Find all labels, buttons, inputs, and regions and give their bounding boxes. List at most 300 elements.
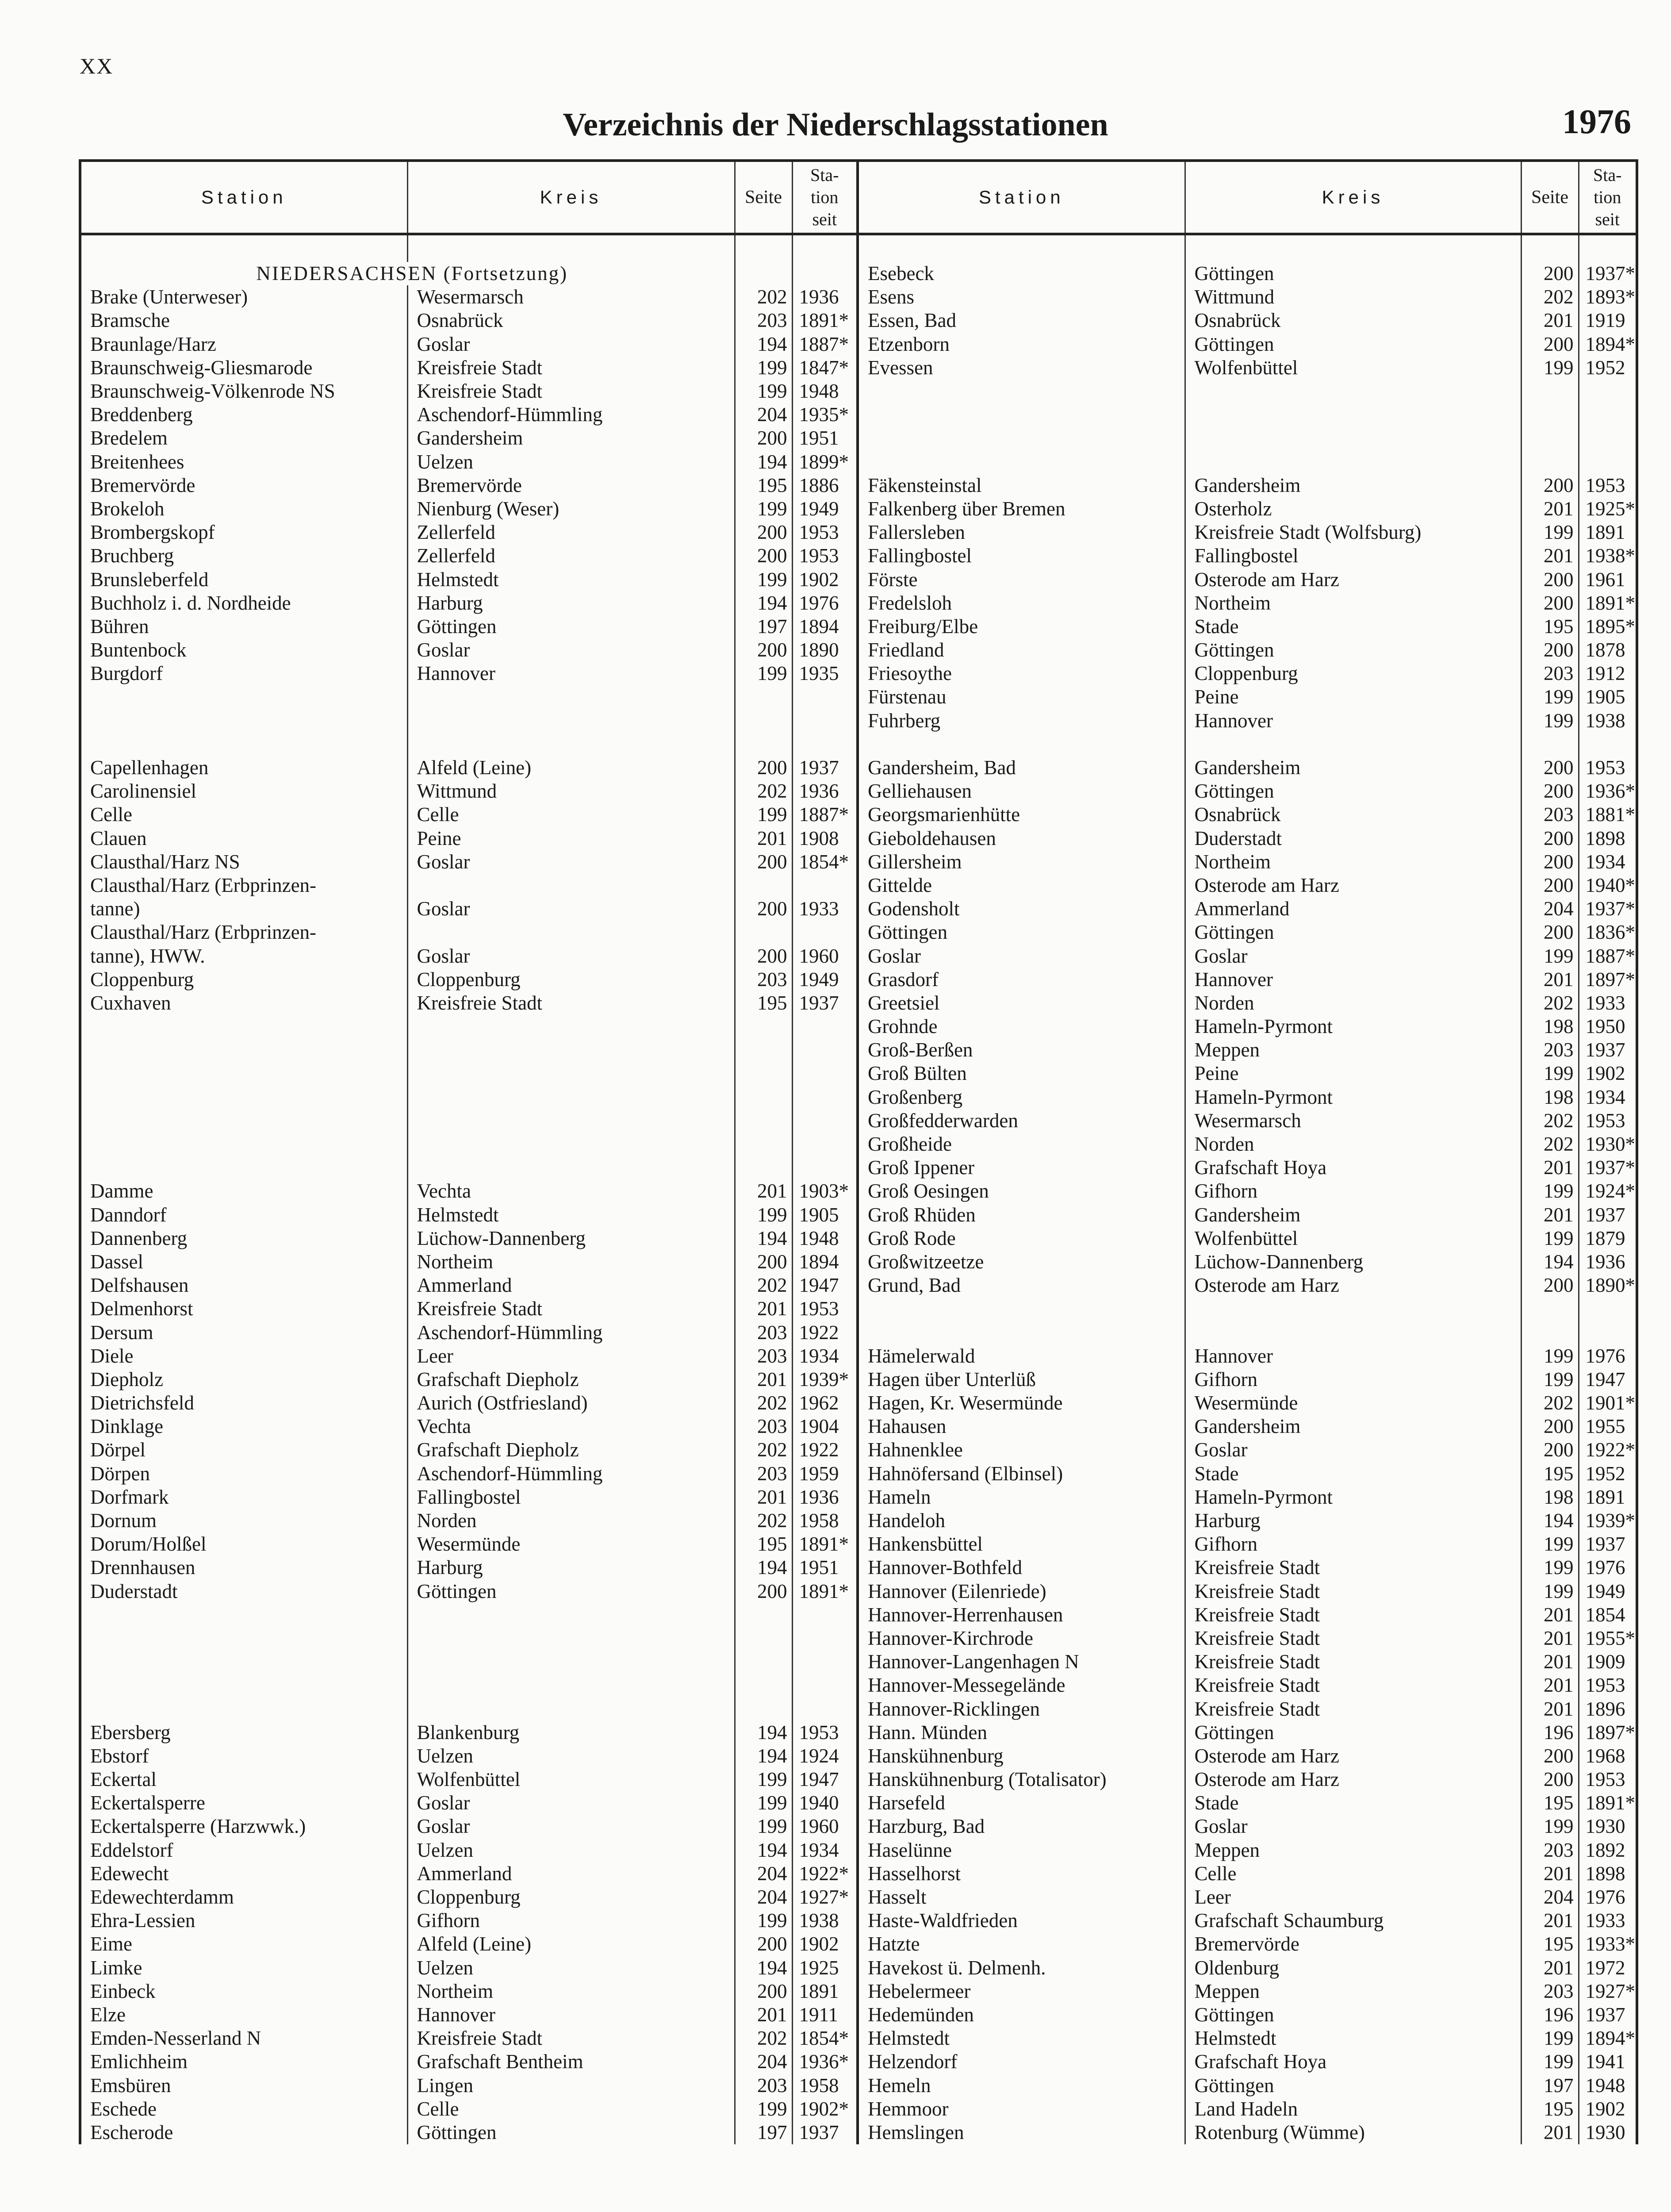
station-seit-value: 1938* xyxy=(1579,544,1637,568)
station-name: Diepholz xyxy=(80,1368,407,1391)
station-seit-value: 1922* xyxy=(1579,1438,1637,1462)
table-row xyxy=(80,333,1637,356)
kreis-name: Uelzen xyxy=(407,450,735,474)
kreis-name: Wolfenbüttel xyxy=(1185,1227,1521,1250)
seite-value: 200 xyxy=(735,1250,792,1274)
kreis-name: Hameln-Pyrmont xyxy=(1185,1486,1521,1509)
table-row xyxy=(80,1133,1637,1156)
seite-value: 199 xyxy=(735,1791,792,1815)
seite-value: 199 xyxy=(1521,1532,1579,1556)
kreis-name: Harburg xyxy=(407,591,735,615)
station-name xyxy=(858,1321,1185,1344)
kreis-name: Cloppenburg xyxy=(1185,662,1521,685)
station-name: Braunschweig-Völkenrode NS xyxy=(80,380,407,403)
kreis-name xyxy=(407,685,735,709)
table-row xyxy=(80,591,1637,615)
kreis-name: Grafschaft Bentheim xyxy=(407,2050,735,2074)
seite-value xyxy=(1521,403,1579,426)
station-name: Bruchberg xyxy=(80,544,407,568)
kreis-name xyxy=(407,1650,735,1674)
station-seit-value: 1924* xyxy=(1579,1179,1637,1203)
station-name: Hämelerwald xyxy=(858,1344,1185,1368)
table-row xyxy=(80,521,1637,544)
station-name: Clausthal/Harz (Erbprinzen- xyxy=(80,921,407,944)
seite-value: 200 xyxy=(735,638,792,662)
station-seit-value: 1879 xyxy=(1579,1227,1637,1250)
seite-value: 195 xyxy=(735,474,792,497)
kreis-name: Celle xyxy=(407,803,735,826)
station-seit-value xyxy=(1579,1321,1637,1344)
table-row xyxy=(80,991,1637,1015)
station-seit-value: 1949 xyxy=(792,968,858,991)
station-seit-value: 1937 xyxy=(1579,1532,1637,1556)
table-row xyxy=(80,2121,1637,2144)
kreis-name: Nienburg (Weser) xyxy=(407,497,735,521)
station-seit-value: 1898 xyxy=(1579,1862,1637,1886)
station-seit-value xyxy=(792,1015,858,1038)
table-row xyxy=(80,756,1637,780)
station-name: Grohnde xyxy=(858,1015,1185,1038)
kreis-name: Osnabrück xyxy=(1185,803,1521,826)
station-name xyxy=(80,1015,407,1038)
station-seit-value: 1886 xyxy=(792,474,858,497)
station-name: Ebstorf xyxy=(80,1744,407,1768)
station-name: Breddenberg xyxy=(80,403,407,426)
station-name xyxy=(858,380,1185,403)
station-seit-value: 1937 xyxy=(1579,1203,1637,1227)
station-seit-value: 1941 xyxy=(1579,2050,1637,2074)
station-name: Hagen über Unterlüß xyxy=(858,1368,1185,1391)
seite-value: 201 xyxy=(1521,968,1579,991)
table-row xyxy=(80,2074,1637,2097)
station-name: Delfshausen xyxy=(80,1274,407,1297)
station-seit-value: 1911 xyxy=(792,2003,858,2027)
seite-value: 204 xyxy=(735,1862,792,1886)
seite-value: 201 xyxy=(1521,1627,1579,1650)
station-seit-value: 1908 xyxy=(792,827,858,850)
seite-value: 200 xyxy=(1521,262,1579,285)
seite-value: 202 xyxy=(735,1438,792,1462)
seite-value: 203 xyxy=(735,968,792,991)
seite-value xyxy=(735,1650,792,1674)
station-name: Essen, Bad xyxy=(858,309,1185,332)
station-seit-value: 1905 xyxy=(1579,685,1637,709)
station-seit-value: 1937* xyxy=(1579,1156,1637,1179)
station-seit-value xyxy=(792,262,858,285)
kreis-name: Celle xyxy=(407,2097,735,2121)
station-name: Edewecht xyxy=(80,1862,407,1886)
station-name: Helmstedt xyxy=(858,2027,1185,2050)
station-name: Hannover-Langenhagen N xyxy=(858,1650,1185,1674)
station-name: Fallingbostel xyxy=(858,544,1185,568)
seite-value xyxy=(735,1015,792,1038)
seite-value: 194 xyxy=(735,591,792,615)
seite-value: 195 xyxy=(1521,1791,1579,1815)
seite-value: 197 xyxy=(735,2121,792,2144)
seite-value: 201 xyxy=(1521,544,1579,568)
column-header-station-right: Station xyxy=(858,161,1185,234)
station-name: Großwitzeetze xyxy=(858,1250,1185,1274)
station-seit-value xyxy=(792,1109,858,1133)
station-name: Hanskühnenburg (Totalisator) xyxy=(858,1768,1185,1791)
kreis-name: Kreisfreie Stadt (Wolfsburg) xyxy=(1185,521,1521,544)
page-number: XX xyxy=(80,54,114,78)
seite-value: 199 xyxy=(735,356,792,380)
station-name: Friesoythe xyxy=(858,662,1185,685)
table-row xyxy=(80,1744,1637,1768)
seite-value: 201 xyxy=(1521,1203,1579,1227)
station-name: Eddelstorf xyxy=(80,1839,407,1862)
station-seit-value: 1887* xyxy=(1579,944,1637,968)
kreis-name xyxy=(407,921,735,944)
seite-value: 201 xyxy=(735,827,792,850)
station-name: Groß Bülten xyxy=(858,1062,1185,1085)
table-row xyxy=(80,709,1637,733)
station-seit-value xyxy=(1579,450,1637,474)
kreis-name: Goslar xyxy=(407,897,735,921)
kreis-name: Gifhorn xyxy=(1185,1532,1521,1556)
kreis-name xyxy=(1185,1321,1521,1344)
station-name: Etzenborn xyxy=(858,333,1185,356)
seite-value: 200 xyxy=(1521,827,1579,850)
seite-value: 196 xyxy=(1521,2003,1579,2027)
table-row xyxy=(80,685,1637,709)
station-name xyxy=(80,733,407,756)
kreis-name xyxy=(1185,1297,1521,1321)
kreis-name: Göttingen xyxy=(407,2121,735,2144)
seite-value: 196 xyxy=(1521,1721,1579,1744)
seite-value: 200 xyxy=(735,544,792,568)
station-name: Bramsche xyxy=(80,309,407,332)
seite-value: 199 xyxy=(735,568,792,591)
table-row xyxy=(80,1580,1637,1603)
kreis-name: Göttingen xyxy=(1185,2003,1521,2027)
seite-value: 200 xyxy=(735,756,792,780)
station-seit-value xyxy=(792,1038,858,1062)
station-seit-value: 1933 xyxy=(792,897,858,921)
station-seit-value: 1937 xyxy=(792,991,858,1015)
table-row xyxy=(80,1297,1637,1321)
seite-value: 200 xyxy=(1521,638,1579,662)
station-name: Capellenhagen xyxy=(80,756,407,780)
station-name: Dannenberg xyxy=(80,1227,407,1250)
station-name xyxy=(858,403,1185,426)
station-seit-value: 1955* xyxy=(1579,1627,1637,1650)
station-name: Eckertalsperre xyxy=(80,1791,407,1815)
station-name: Hanskühnenburg xyxy=(858,1744,1185,1768)
seite-value: 200 xyxy=(1521,780,1579,803)
seite-value: 204 xyxy=(1521,1886,1579,1909)
kreis-name: Hameln-Pyrmont xyxy=(1185,1015,1521,1038)
kreis-name: Gandersheim xyxy=(1185,474,1521,497)
table-row xyxy=(80,1086,1637,1109)
seite-value: 199 xyxy=(735,1768,792,1791)
station-seit-value: 1951 xyxy=(792,426,858,450)
seite-value: 201 xyxy=(1521,1674,1579,1697)
seite-value: 199 xyxy=(1521,709,1579,733)
kreis-name xyxy=(407,1627,735,1650)
station-seit-value: 1958 xyxy=(792,2074,858,2097)
seite-value: 203 xyxy=(735,2074,792,2097)
seite-value: 194 xyxy=(735,1956,792,1980)
station-seit-value: 1891 xyxy=(792,1980,858,2003)
kreis-name: Stade xyxy=(1185,1791,1521,1815)
kreis-name: Duderstadt xyxy=(1185,827,1521,850)
station-name: Hannover-Herrenhausen xyxy=(858,1603,1185,1627)
seite-value: 203 xyxy=(735,1344,792,1368)
table-row xyxy=(80,1886,1637,1909)
kreis-name: Meppen xyxy=(1185,1038,1521,1062)
station-seit-value: 1930 xyxy=(1579,1815,1637,1838)
station-name: Hemeln xyxy=(858,2074,1185,2097)
kreis-name: Gifhorn xyxy=(1185,1368,1521,1391)
seite-value: 203 xyxy=(735,1462,792,1486)
station-name: Eschede xyxy=(80,2097,407,2121)
kreis-name xyxy=(1185,426,1521,450)
kreis-name: Northeim xyxy=(407,1250,735,1274)
kreis-name: Aschendorf-Hümmling xyxy=(407,403,735,426)
station-name: Cloppenburg xyxy=(80,968,407,991)
station-seit-value: 1937 xyxy=(792,756,858,780)
table-row xyxy=(80,1015,1637,1038)
station-name: Gandersheim, Bad xyxy=(858,756,1185,780)
kreis-name: Helmstedt xyxy=(1185,2027,1521,2050)
station-seit-value xyxy=(792,921,858,944)
kreis-name: Göttingen xyxy=(407,615,735,638)
seite-value xyxy=(735,921,792,944)
kreis-name: Helmstedt xyxy=(407,1203,735,1227)
station-name: Esens xyxy=(858,285,1185,309)
station-seit-value: 1937 xyxy=(792,2121,858,2144)
station-name: Groß Rode xyxy=(858,1227,1185,1250)
station-name: Harzburg, Bad xyxy=(858,1815,1185,1838)
kreis-name: Fallingbostel xyxy=(1185,544,1521,568)
kreis-name: Hannover xyxy=(407,2003,735,2027)
station-seit-value: 1960 xyxy=(792,1815,858,1838)
station-name: Clauen xyxy=(80,827,407,850)
table-row xyxy=(80,285,1637,309)
station-seit-value: 1892 xyxy=(1579,1839,1637,1862)
station-seit-value: 1902 xyxy=(792,1932,858,1956)
kreis-name: Kreisfreie Stadt xyxy=(407,991,735,1015)
station-name: Escherode xyxy=(80,2121,407,2144)
seite-value: 200 xyxy=(1521,874,1579,897)
station-name: Diele xyxy=(80,1344,407,1368)
station-name: Hannover (Eilenriede) xyxy=(858,1580,1185,1603)
station-seit-value: 1953 xyxy=(792,1721,858,1744)
station-seit-value: 1937* xyxy=(1579,897,1637,921)
kreis-name: Lüchow-Dannenberg xyxy=(407,1227,735,1250)
table-row xyxy=(80,380,1637,403)
seite-value: 200 xyxy=(1521,591,1579,615)
seite-value: 200 xyxy=(1521,1768,1579,1791)
year-label: 1976 xyxy=(1562,102,1631,141)
station-name: tanne), HWW. xyxy=(80,944,407,968)
station-name: Haste-Waldfrieden xyxy=(858,1909,1185,1932)
station-seit-value xyxy=(1579,733,1637,756)
kreis-name: Lüchow-Dannenberg xyxy=(1185,1250,1521,1274)
kreis-name xyxy=(1185,380,1521,403)
kreis-name xyxy=(407,1603,735,1627)
seite-value: 195 xyxy=(735,991,792,1015)
station-name: Hahnenklee xyxy=(858,1438,1185,1462)
station-seit-value: 1933* xyxy=(1579,1932,1637,1956)
station-name: Gieboldehausen xyxy=(858,827,1185,850)
kreis-name: Kreisfreie Stadt xyxy=(407,2027,735,2050)
table-row xyxy=(80,1697,1637,1720)
station-seit-value: 1947 xyxy=(1579,1368,1637,1391)
kreis-name: Wittmund xyxy=(407,780,735,803)
station-seit-value: 1936 xyxy=(792,285,858,309)
station-name: Danndorf xyxy=(80,1203,407,1227)
kreis-name: Wittmund xyxy=(1185,285,1521,309)
station-seit-value: 1952 xyxy=(1579,1462,1637,1486)
kreis-name: Bremervörde xyxy=(407,474,735,497)
station-seit-value: 1976 xyxy=(1579,1344,1637,1368)
kreis-name: Hannover xyxy=(407,662,735,685)
station-name: Hedemünden xyxy=(858,2003,1185,2027)
seite-value: 194 xyxy=(735,1227,792,1250)
station-name: Braunschweig-Gliesmarode xyxy=(80,356,407,380)
kreis-name xyxy=(407,1086,735,1109)
station-seit-value: 1947 xyxy=(792,1274,858,1297)
kreis-name: Kreisfreie Stadt xyxy=(1185,1674,1521,1697)
station-seit-value: 1949 xyxy=(1579,1580,1637,1603)
station-seit-value: 1896 xyxy=(1579,1697,1637,1720)
station-name: Hahausen xyxy=(858,1415,1185,1438)
station-seit-value xyxy=(792,1133,858,1156)
kreis-name: Celle xyxy=(1185,1862,1521,1886)
station-seit-value: 1937* xyxy=(1579,262,1637,285)
table-row xyxy=(80,1250,1637,1274)
seite-value: 200 xyxy=(735,944,792,968)
station-seit-value: 1925* xyxy=(1579,497,1637,521)
table-row xyxy=(80,2003,1637,2027)
seite-value: 199 xyxy=(1521,1227,1579,1250)
station-seit-value: 1976 xyxy=(1579,1556,1637,1579)
header-seit-line2-right: tion xyxy=(1594,187,1621,207)
station-name: Bremervörde xyxy=(80,474,407,497)
seite-value: 200 xyxy=(735,521,792,544)
station-name: Hahnöfersand (Elbinsel) xyxy=(858,1462,1185,1486)
kreis-name: Zellerfeld xyxy=(407,521,735,544)
seite-value: 200 xyxy=(1521,850,1579,874)
station-name: Hannover-Messegelände xyxy=(858,1674,1185,1697)
table-row xyxy=(80,1768,1637,1791)
kreis-name: Uelzen xyxy=(407,1744,735,1768)
station-name: Dorfmark xyxy=(80,1486,407,1509)
table-row xyxy=(80,968,1637,991)
station-name: Gelliehausen xyxy=(858,780,1185,803)
table-row xyxy=(80,1038,1637,1062)
kreis-name: Wesermarsch xyxy=(407,285,735,309)
table-row xyxy=(80,474,1637,497)
kreis-name: Northeim xyxy=(407,1980,735,2003)
seite-value: 202 xyxy=(1521,285,1579,309)
seite-value: 198 xyxy=(1521,1086,1579,1109)
station-name: Gittelde xyxy=(858,874,1185,897)
station-seit-value: 1953 xyxy=(792,544,858,568)
station-seit-value: 1891* xyxy=(792,1532,858,1556)
table-row xyxy=(80,1603,1637,1627)
seite-value: 200 xyxy=(1521,474,1579,497)
seite-value: 200 xyxy=(1521,568,1579,591)
table-row xyxy=(80,356,1637,380)
station-name: Dorum/Holßel xyxy=(80,1532,407,1556)
kreis-name: Gifhorn xyxy=(407,1909,735,1932)
table-row xyxy=(80,733,1637,756)
station-name: Hannover-Bothfeld xyxy=(858,1556,1185,1579)
kreis-name: Kreisfreie Stadt xyxy=(1185,1603,1521,1627)
seite-value: 199 xyxy=(1521,1179,1579,1203)
kreis-name: Goslar xyxy=(1185,1815,1521,1838)
station-seit-value: 1953 xyxy=(792,521,858,544)
station-seit-value: 1953 xyxy=(792,1297,858,1321)
station-seit-value: 1893* xyxy=(1579,285,1637,309)
station-name: Damme xyxy=(80,1179,407,1203)
kreis-name: Kreisfreie Stadt xyxy=(1185,1556,1521,1579)
kreis-name: Aschendorf-Hümmling xyxy=(407,1321,735,1344)
column-header-kreis-right: Kreis xyxy=(1185,161,1521,234)
station-seit-value: 1953 xyxy=(1579,1109,1637,1133)
kreis-name xyxy=(407,1015,735,1038)
seite-value: 200 xyxy=(1521,1744,1579,1768)
kreis-name: Wolfenbüttel xyxy=(1185,356,1521,380)
seite-value: 194 xyxy=(735,1839,792,1862)
station-name: Hannover-Kirchrode xyxy=(858,1627,1185,1650)
station-name: Helzendorf xyxy=(858,2050,1185,2074)
kreis-name: Vechta xyxy=(407,1415,735,1438)
kreis-name: Northeim xyxy=(1185,850,1521,874)
station-seit-value: 1938 xyxy=(1579,709,1637,733)
table-row xyxy=(80,827,1637,850)
seite-value: 203 xyxy=(735,1321,792,1344)
station-seit-value: 1890* xyxy=(1579,1274,1637,1297)
seite-value xyxy=(735,1133,792,1156)
station-seit-value xyxy=(792,1697,858,1720)
station-name xyxy=(858,1297,1185,1321)
table-row xyxy=(80,1321,1637,1344)
station-name: Friedland xyxy=(858,638,1185,662)
station-name: Handeloh xyxy=(858,1509,1185,1532)
table-row xyxy=(80,262,1637,285)
seite-value: 200 xyxy=(735,850,792,874)
kreis-name: Gifhorn xyxy=(1185,1179,1521,1203)
station-name: Dornum xyxy=(80,1509,407,1532)
kreis-name: Ammerland xyxy=(407,1274,735,1297)
kreis-name: Wesermünde xyxy=(407,1532,735,1556)
station-seit-value: 1904 xyxy=(792,1415,858,1438)
kreis-name xyxy=(407,733,735,756)
kreis-name: Osterholz xyxy=(1185,497,1521,521)
station-name: Großheide xyxy=(858,1133,1185,1156)
station-name: Ehra-Lessien xyxy=(80,1909,407,1932)
station-seit-value: 1951 xyxy=(792,1556,858,1579)
kreis-name: Aschendorf-Hümmling xyxy=(407,1462,735,1486)
kreis-name: Ammerland xyxy=(407,1862,735,1886)
seite-value: 199 xyxy=(1521,356,1579,380)
station-name: Bredelem xyxy=(80,426,407,450)
station-seit-value: 1939* xyxy=(1579,1509,1637,1532)
seite-value: 198 xyxy=(1521,1015,1579,1038)
table-row xyxy=(80,897,1637,921)
kreis-name xyxy=(407,1062,735,1085)
kreis-name xyxy=(407,1697,735,1720)
kreis-name xyxy=(1185,733,1521,756)
station-name: Emsbüren xyxy=(80,2074,407,2097)
station-seit-value: 1933 xyxy=(1579,991,1637,1015)
station-name: Eckertalsperre (Harzwwk.) xyxy=(80,1815,407,1838)
